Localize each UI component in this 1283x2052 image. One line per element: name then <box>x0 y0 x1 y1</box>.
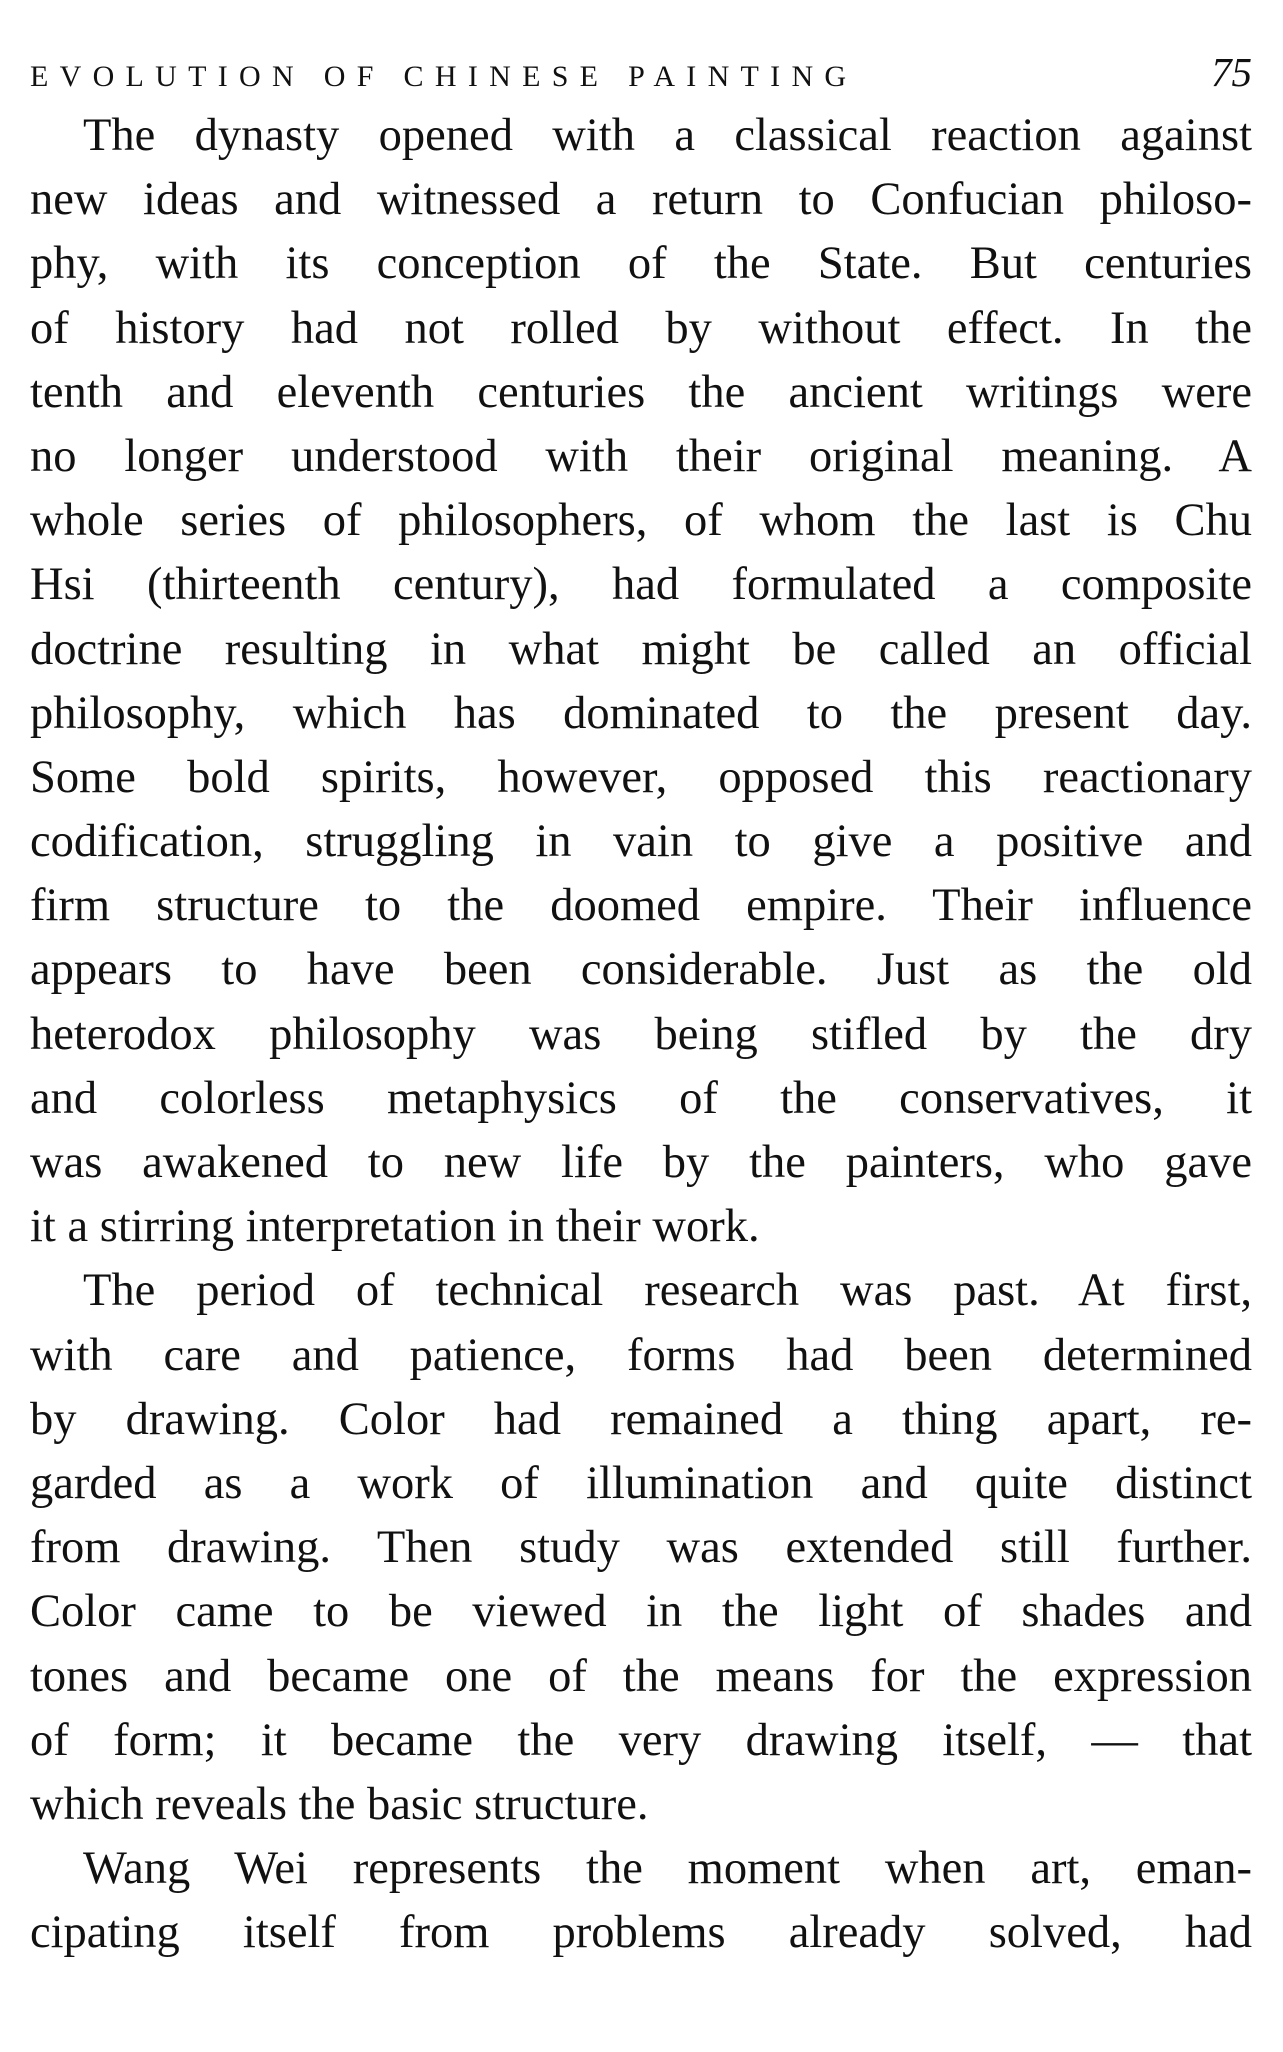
book-page <box>30 49 1252 1965</box>
running-title: EVOLUTION OF CHINESE PAINTING <box>30 60 858 93</box>
text-line: appears to have been considerable. Just as the old <box>30 944 1252 996</box>
paragraph <box>30 1837 1252 1965</box>
text-line: The dynasty opened with a classical reaction against <box>83 110 1252 161</box>
text-line: with care and patience, forms had been determined <box>30 1329 1252 1381</box>
body-text <box>30 104 1252 1965</box>
text-line: and colorless metaphysics of the conservatives, it <box>30 1072 1252 1124</box>
text-line: philosophy, which has dominated to the present day. <box>30 687 1252 739</box>
text-line: by drawing. Color had remained a thing apart, re- <box>30 1393 1252 1445</box>
text-line: firm structure to the doomed empire. Their influence <box>30 880 1252 932</box>
text-line: tenth and eleventh centuries the ancient writings were <box>30 366 1252 418</box>
text-line: it a stirring interpretation in their work. <box>30 1201 760 1253</box>
page-number: 75 <box>1211 49 1252 95</box>
text-line: cipating itself from problems already solved, had <box>30 1907 1252 1959</box>
text-line: new ideas and witnessed a return to Confucian philoso- <box>30 174 1252 226</box>
text-line: codification, struggling in vain to give a positive and <box>30 816 1252 868</box>
text-line: Color came to be viewed in the light of shades and <box>30 1586 1252 1638</box>
text-line: which reveals the basic structure. <box>30 1778 649 1830</box>
text-line: heterodox philosophy was being stifled by the dry <box>30 1008 1252 1060</box>
text-line: of history had not rolled by without effect. In the <box>30 302 1252 354</box>
text-line: phy, with its conception of the State. But centuries <box>30 238 1252 290</box>
text-line: of form; it became the very drawing itself, — that <box>30 1714 1252 1766</box>
text-line: The period of technical research was past. At first, <box>83 1265 1252 1317</box>
text-line: Hsi (thirteenth century), had formulated a composite <box>30 559 1252 611</box>
running-head <box>30 49 1252 102</box>
text-line: Some bold spirits, however, opposed this reactionary <box>30 751 1252 803</box>
text-line: from drawing. Then study was extended still further. <box>30 1522 1252 1574</box>
text-line: no longer understood with their original meaning. A <box>30 430 1252 482</box>
text-line: Wang Wei represents the moment when art, eman- <box>83 1843 1252 1895</box>
paragraph <box>30 104 1252 1259</box>
text-line: doctrine resulting in what might be called an official <box>30 623 1252 675</box>
text-line: garded as a work of illumination and quite distinct <box>30 1457 1252 1509</box>
text-line: was awakened to new life by the painters, who gave <box>30 1137 1252 1188</box>
text-line: tones and became one of the means for the expression <box>30 1650 1252 1702</box>
text-line: whole series of philosophers, of whom the last is Chu <box>30 495 1252 547</box>
paragraph <box>30 1259 1252 1837</box>
